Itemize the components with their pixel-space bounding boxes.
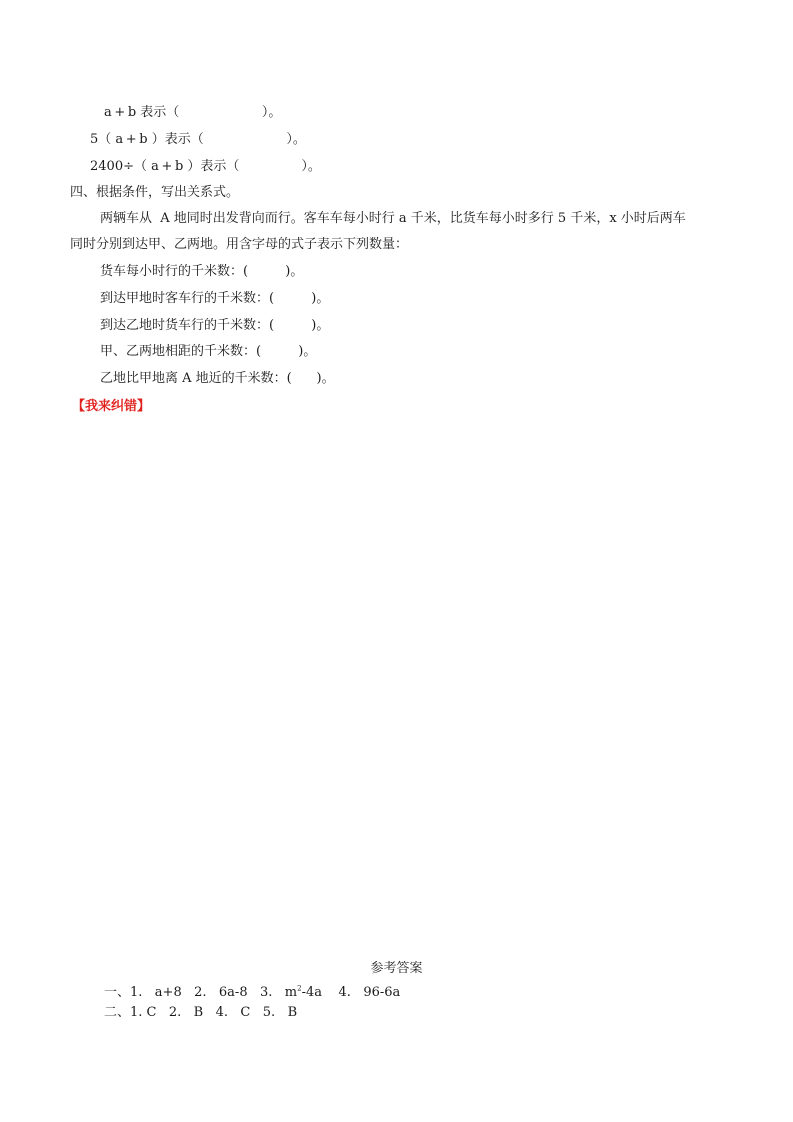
question-item-bus-distance: 到达甲地时客车行的千米数：( )。: [100, 291, 330, 306]
answers-line-1: [104, 984, 400, 1002]
answers-title: 参考答案: [370, 961, 423, 976]
expression-line-a-plus-b: a + b 表示（ ）。: [104, 105, 282, 120]
expression-line-2400-div: 2400÷（ a + b ）表示（ ）。: [90, 159, 321, 174]
correction-heading: 【我来纠错】: [72, 399, 151, 414]
question-item-distance-difference: 乙地比甲地离 A 地近的千米数：( )。: [100, 371, 335, 386]
answers-line-1-main: 一、1. a+8 2. 6a-8 3. m: [104, 985, 298, 1000]
problem-text-line-1: 两辆车从 A 地同时出发背向而行。客车车每小时行 a 千米，比货车每小时多行 5 千米，x 小时后两车: [100, 211, 686, 226]
answers-line-1-rest: -4a 4. 96-6a: [301, 985, 401, 1000]
expression-line-5-times: 5（ a + b ）表示（ ）。: [90, 132, 306, 147]
question-item-truck-distance: 到达乙地时货车行的千米数：( )。: [100, 318, 330, 333]
problem-text-line-2: 同时分别到达甲、乙两地。用含字母的式子表示下列数量：: [70, 237, 409, 252]
question-item-total-distance: 甲、乙两地相距的千米数：( )。: [100, 344, 317, 359]
section-four-heading: 四、根据条件，写出关系式。: [70, 185, 240, 200]
answers-exponent: 2: [297, 984, 302, 993]
answers-line-2: 二、1. C 2. B 4. C 5. B: [104, 1005, 298, 1020]
question-item-truck-speed: 货车每小时行的千米数：( )。: [100, 264, 304, 279]
